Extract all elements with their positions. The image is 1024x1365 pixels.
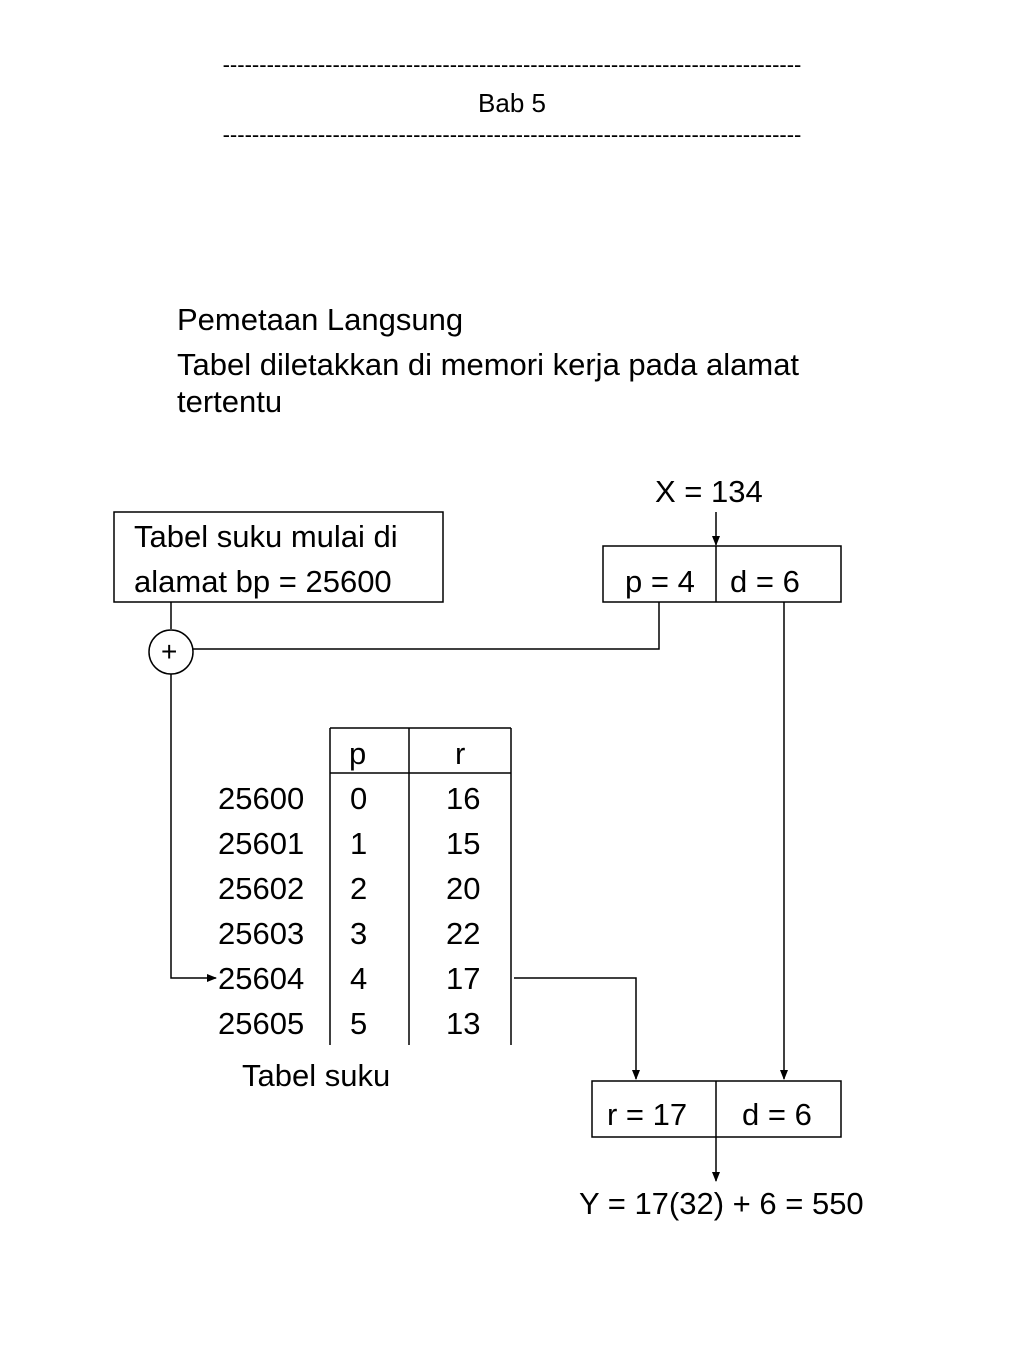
adder-to-table-arrow <box>171 674 216 978</box>
r-field: r = 17 <box>607 1097 688 1132</box>
r-to-physical-arrow <box>514 978 636 1079</box>
table-row-p: 5 <box>350 1006 368 1041</box>
base-box-line2: alamat bp = 25600 <box>134 564 392 599</box>
d-field-input: d = 6 <box>730 564 800 599</box>
table-header-r: r <box>455 736 466 771</box>
slide-subtitle-line2: tertentu <box>177 384 283 419</box>
table-row-r: 20 <box>446 871 481 906</box>
table-row-addr: 25605 <box>218 1006 305 1041</box>
table-caption: Tabel suku <box>242 1058 391 1093</box>
table-row-r: 16 <box>446 781 481 816</box>
chapter-label: Bab 5 <box>478 88 546 118</box>
d-field-output: d = 6 <box>742 1097 812 1132</box>
slide-title: Pemetaan Langsung <box>177 302 464 337</box>
table-row-addr: 25600 <box>218 781 305 816</box>
adder-symbol: + <box>161 636 178 667</box>
base-box-line1: Tabel suku mulai di <box>134 519 398 554</box>
table-row-p: 0 <box>350 781 368 816</box>
table-row-r: 15 <box>446 826 481 861</box>
p-field: p = 4 <box>625 564 695 599</box>
table-row-r-selected: 17 <box>446 961 481 996</box>
table-row-p: 1 <box>350 826 368 861</box>
top-rule: ------------------------------------------------------------------------------- <box>222 52 802 77</box>
p-to-adder-line <box>193 602 659 649</box>
table-row-addr: 25602 <box>218 871 305 906</box>
table-row-r: 22 <box>446 916 481 951</box>
input-address-label: X = 134 <box>655 474 763 509</box>
table-row-p-selected: 4 <box>350 961 368 996</box>
bottom-rule: ------------------------------------------------------------------------------- <box>222 122 802 147</box>
slide-subtitle-line1: Tabel diletakkan di memori kerja pada alamat <box>177 347 800 382</box>
table-row-r: 13 <box>446 1006 481 1041</box>
table-row-p: 2 <box>350 871 368 906</box>
table-row-addr-selected: 25604 <box>218 961 305 996</box>
table-row-addr: 25601 <box>218 826 305 861</box>
result-formula: Y = 17(32) + 6 = 550 <box>579 1186 864 1221</box>
table-row-p: 3 <box>350 916 368 951</box>
table-row-addr: 25603 <box>218 916 305 951</box>
table-header-p: p <box>349 736 367 771</box>
